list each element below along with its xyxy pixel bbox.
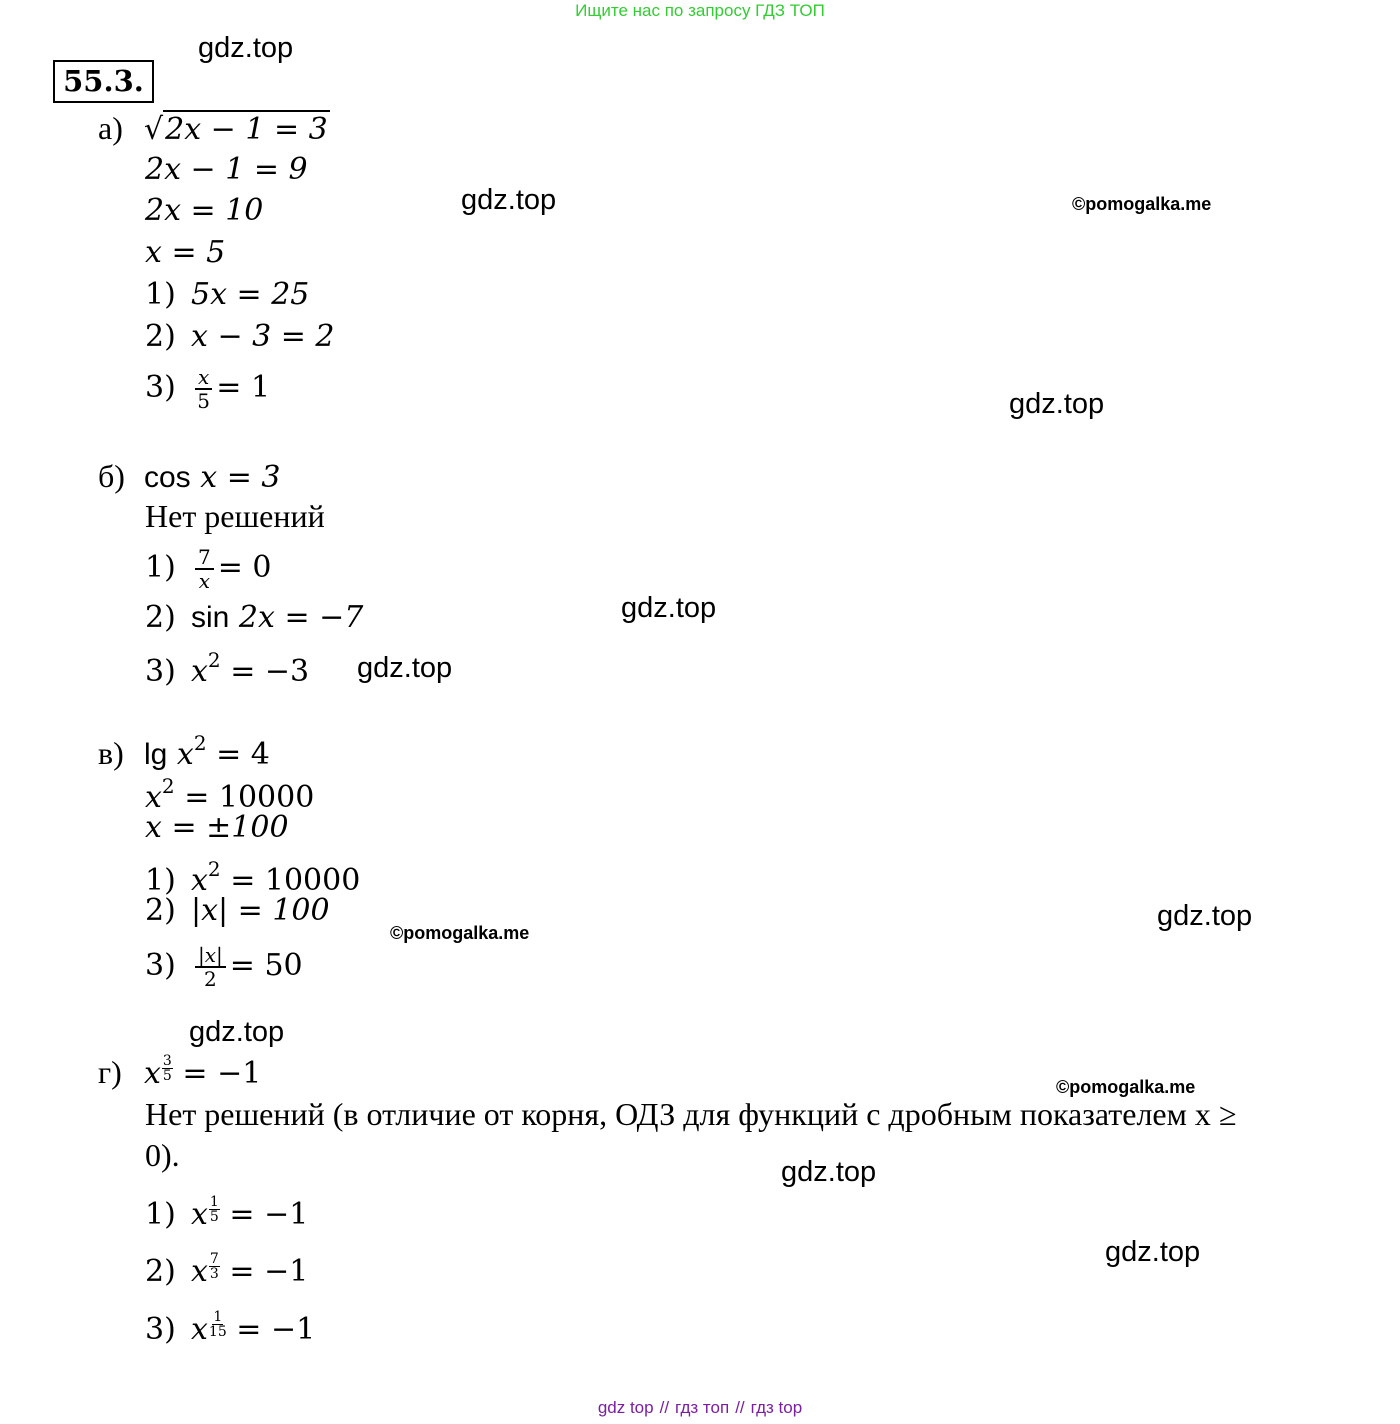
solution-step: 2x = 10 — [145, 193, 264, 228]
option-expr: = 1 — [216, 370, 271, 405]
option-label: 3) — [145, 654, 176, 689]
watermark-gdz: gdz.top — [189, 1016, 285, 1048]
part-v-equation: в) $\lg x^2 = 4$ — [98, 731, 270, 772]
bottom-banner — [0, 1398, 1400, 1418]
watermark-gdz: gdz.top — [1157, 900, 1253, 932]
separator: // — [735, 1398, 745, 1417]
fraction-exponent: $\frac{1}{15}$ — [208, 1309, 227, 1340]
bottom-link[interactable]: gdz top — [597, 1398, 654, 1417]
problem-number: 55.3. — [53, 60, 154, 103]
solution-step: x = ±100 — [145, 810, 289, 845]
watermark-pomogalka: ©pomogalka.me — [1072, 194, 1212, 214]
option-label: 1) — [145, 863, 176, 898]
watermark-gdz: gdz.top — [621, 592, 717, 624]
option-2: 2) sin 2x = −7 — [145, 600, 364, 635]
sqrt-sign: √2x − 1 = 3 — [144, 112, 328, 147]
option-1: 1) x $\frac{1}{5}$ = −1 — [145, 1194, 309, 1232]
option-expr: 5x = 25 — [191, 277, 310, 312]
option-label: 3) — [145, 370, 176, 405]
option-label: 1) — [145, 550, 176, 585]
option-3: 3) x $\frac{1}{15}$ = −1 — [145, 1309, 316, 1347]
watermark-gdz: gdz.top — [461, 184, 557, 216]
option-label: 1) — [145, 1197, 176, 1232]
option-1: 1) $x^2 = 10000$ — [145, 857, 361, 898]
option-label: 1) — [145, 277, 176, 312]
option-2 — [145, 319, 335, 355]
fraction-exponent: $\frac{1}{5}$ — [209, 1194, 219, 1225]
part-label: б) — [98, 458, 125, 494]
fraction: $\frac{7}{x}$ — [195, 546, 214, 592]
fraction: $\frac{|x|}{2}$ — [195, 944, 226, 990]
option-label: 2) — [145, 893, 176, 928]
option-2: 2) x $\frac{7}{3}$ = −1 — [145, 1251, 309, 1289]
fraction: $\frac{x}{5}$ — [195, 366, 212, 412]
option-label: 2) — [145, 1254, 176, 1289]
radicand: 2x − 1 = 3 — [165, 112, 328, 147]
part-label: в) — [98, 735, 124, 771]
fraction-exponent: $\frac{3}{5}$ — [162, 1053, 172, 1084]
option-1 — [145, 277, 309, 313]
watermark-gdz: gdz.top — [781, 1156, 877, 1188]
option-2: 2) |x| = 100 — [145, 893, 330, 928]
option-3: 3) $\frac{|x|}{2}$ = 50 — [145, 943, 303, 991]
bottom-link[interactable]: гдз топ — [675, 1398, 730, 1417]
part-a-equation — [98, 110, 330, 148]
separator: // — [659, 1398, 670, 1417]
watermark-gdz: gdz.top — [1009, 388, 1105, 420]
option-label: 3) — [145, 948, 176, 983]
option-label: 3) — [145, 1312, 176, 1347]
option-3: 3) $x^2 = -3$ — [145, 648, 310, 689]
solution-step: $x^2 = 10000$ — [145, 774, 315, 815]
option-1: 1) $\frac{7}{x}$ = 0 — [145, 545, 272, 593]
fraction-exponent: $\frac{7}{3}$ — [209, 1251, 219, 1282]
option-expr: x − 3 = 2 — [191, 319, 335, 354]
no-solution-note-cont: 0). — [145, 1137, 180, 1173]
top-banner[interactable]: Ищите нас по запросу ГДЗ ТОП — [575, 1, 825, 20]
watermark-gdz: gdz.top — [357, 652, 453, 684]
solution-step: 2x − 1 = 9 — [145, 152, 308, 187]
part-g-equation: г) x $\frac{3}{5}$ = −1 — [98, 1053, 262, 1091]
solution-step: x = 5 — [145, 235, 226, 270]
option-label: 2) — [145, 600, 176, 635]
watermark-pomogalka: ©pomogalka.me — [390, 923, 530, 943]
bottom-link[interactable]: гдз top — [750, 1398, 803, 1417]
watermark-pomogalka: ©pomogalka.me — [1056, 1077, 1196, 1097]
part-b-equation: б) cos x = 3 — [98, 458, 281, 495]
watermark-gdz: gdz.top — [1105, 1236, 1201, 1268]
no-solution-note: Нет решений (в отличие от корня, ОДЗ для функций с дробным показателем x ≥ — [145, 1096, 1237, 1132]
no-solution-note: Нет решений — [145, 498, 325, 534]
option-3 — [145, 366, 270, 412]
option-label: 2) — [145, 319, 176, 354]
watermark-gdz: gdz.top — [198, 32, 294, 64]
part-label: а) — [98, 110, 123, 146]
part-label: г) — [98, 1054, 122, 1090]
